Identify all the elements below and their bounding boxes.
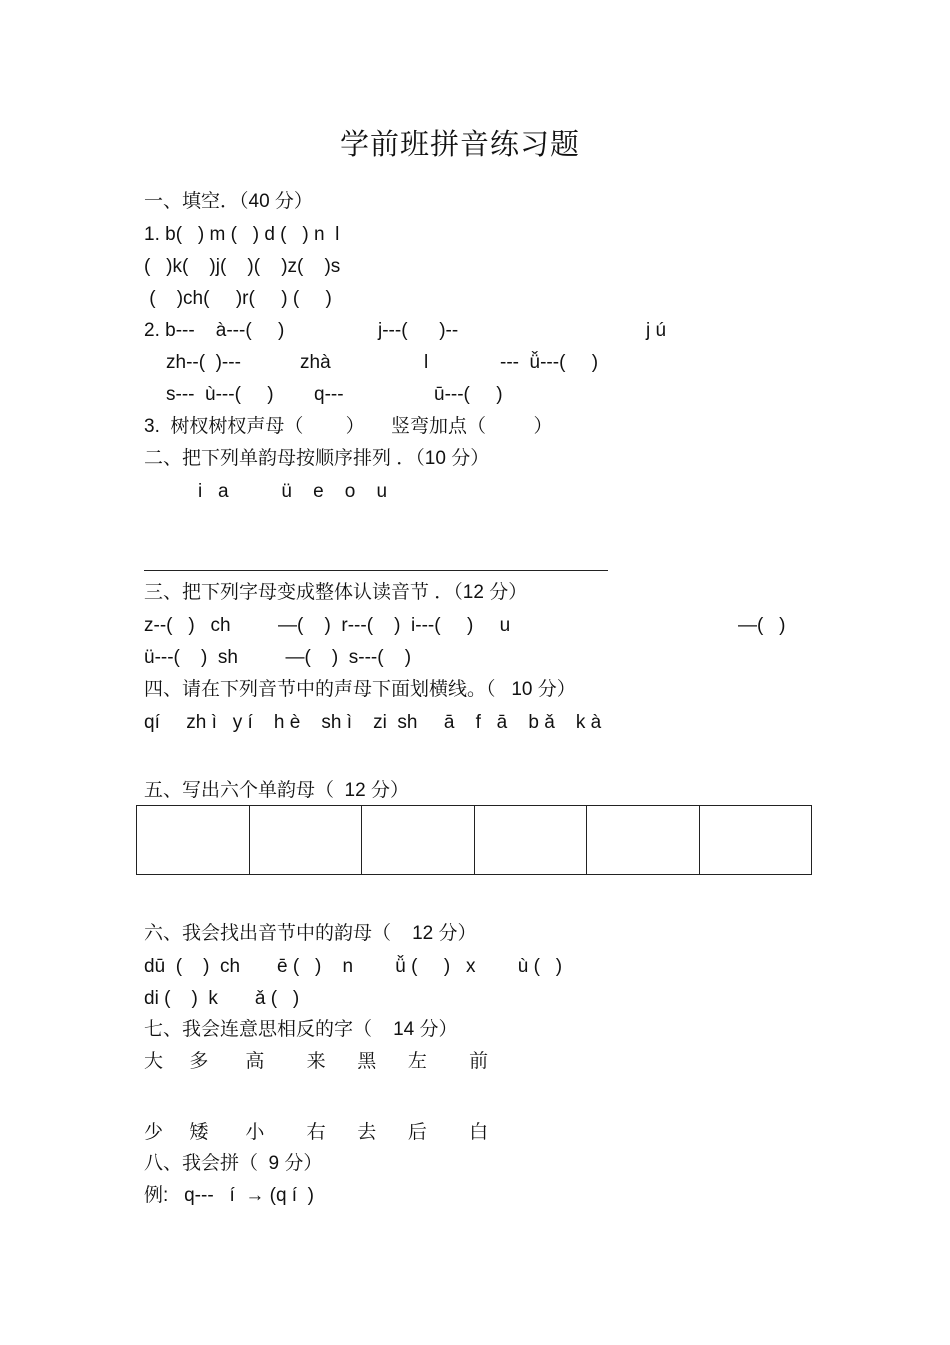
- answer-cell[interactable]: [700, 806, 812, 874]
- answer-cell[interactable]: [137, 806, 250, 874]
- s1-line-5d: --- ǚ---( ): [500, 352, 599, 373]
- s8-example: 例: q--- í → (q í ): [144, 1185, 314, 1206]
- s1-line-6c: ū---( ): [434, 384, 503, 405]
- section-3-header: 三、把下列字母变成整体认读音节 ．（12 分）: [144, 582, 528, 603]
- s4-syllables: qí zh ì y í h è sh ì zi sh ā f ā b ǎ k à: [144, 712, 602, 733]
- s6-line-2: di ( ) k ǎ ( ): [144, 988, 300, 1009]
- section-1-header: 一、填空．（40 分）: [144, 191, 313, 212]
- answer-cell[interactable]: [587, 806, 700, 874]
- s1-line-5b: zhà: [300, 352, 331, 373]
- section-7-header: 七、我会连意思相反的字（ 14 分）: [144, 1019, 458, 1040]
- section-4-header: 四、请在下列音节中的声母下面划横线。（ 10 分）: [144, 679, 576, 700]
- s3-line-1: z--( ) ch —( ) r---( ) i---( ) u: [144, 615, 511, 636]
- answer-cell[interactable]: [250, 806, 363, 874]
- s7-row-1: 大 多 高 来 黑 左 前: [144, 1051, 489, 1072]
- s2-letters: i a ü e o u: [198, 481, 388, 502]
- s1-line-6a: s--- ù---( ): [166, 384, 274, 405]
- s1-line-6b: q---: [314, 384, 344, 405]
- section-6-header: 六、我会找出音节中的韵母（ 12 分）: [144, 923, 477, 944]
- answer-grid: [136, 805, 812, 875]
- section-5-header: 五、写出六个单韵母（ 12 分）: [144, 780, 409, 801]
- page-title: 学前班拼音练习题: [339, 127, 580, 161]
- s1-line-2: ( )k( )j( )( )z( )s: [144, 256, 341, 277]
- section-2-header: 二、把下列单韵母按顺序排列 ．（10 分）: [144, 448, 490, 469]
- answer-cell[interactable]: [475, 806, 588, 874]
- s1-line-4b: j---( )--: [378, 320, 459, 341]
- answer-line: [144, 570, 608, 571]
- s1-line-3: ( )ch( )r( ) ( ): [144, 288, 332, 309]
- s1-line-1: 1. b( ) m ( ) d ( ) n l: [144, 224, 340, 245]
- section-8-header: 八、我会拼（ 9 分）: [144, 1153, 323, 1174]
- s3-line-1b: —( ): [738, 615, 786, 636]
- s1-line-4a: 2. b--- à---( ): [144, 320, 285, 341]
- s6-line-1: dū ( ) ch ē ( ) n ǚ ( ) x ù ( ): [144, 956, 563, 977]
- s1-line-5c: l: [424, 352, 429, 373]
- s1-line-7: 3. 树杈树杈声母（ ） 竖弯加点（ ）: [144, 416, 553, 437]
- s1-line-5a: zh--( )---: [166, 352, 241, 373]
- s3-line-2: ü---( ) sh —( ) s---( ): [144, 647, 412, 668]
- s7-row-2: 少 矮 小 右 去 后 白: [144, 1122, 489, 1143]
- answer-cell[interactable]: [362, 806, 475, 874]
- s1-line-4c: j ú: [646, 320, 667, 341]
